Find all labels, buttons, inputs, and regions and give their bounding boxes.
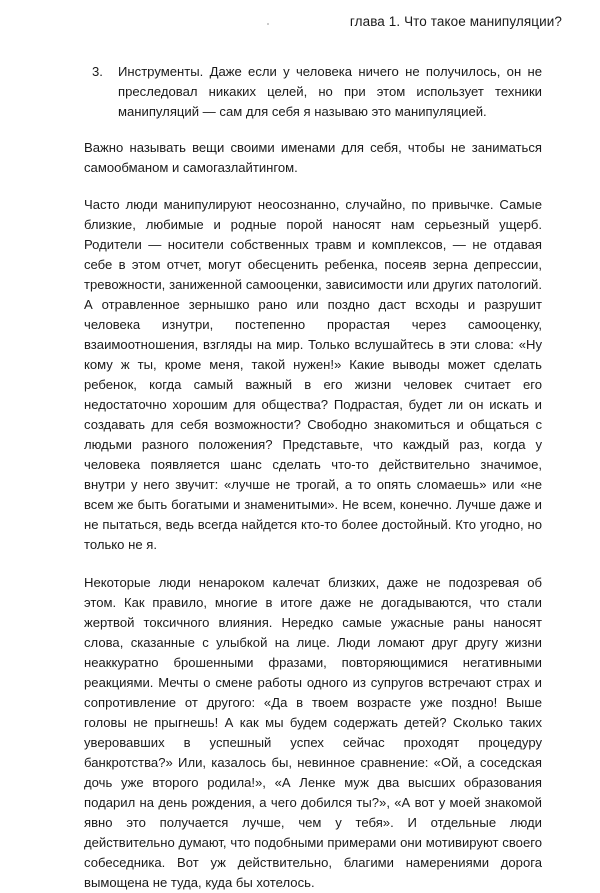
list-item-number: 3. — [92, 64, 103, 79]
page-body — [84, 62, 542, 893]
paragraph-2: Часто люди манипулируют неосознанно, случайно, по привычке. Самые близкие, любимые и родные порой наносят нам серьезный ущерб. Родители — носители собственных травм и комплексов, — не отдавая себе в этом отчет, могут обесценить ребенка, посеяв зерна депрессии, тревожности, заниженной самооценки, зависимости или других патологий. А отравленное зернышко рано или поздно даст всходы и разрушит человека изнутри, постепенно прорастая через самооценку, взаимоотношения, взгляды на мир. Только вслушайтесь в эти слова: «Ну кому ж ты, кроме меня, такой нужен!» Какие выводы может сделать ребенок, когда самый важный в его жизни человек считает его недостаточно хорошим для общества? Подрастая, будет ли он искать и создавать для себя возможности? Свободно знакомиться и общаться с людьми разного положения? Представьте, что каждый раз, когда у человека появляется шанс сделать что-то действительно значимое, внутри у него звучит: «лучше не трогай, а то опять сломаешь» или «не всем же быть богатыми и знаменитыми». Не всем, конечно. Лучше даже и не пытаться, ведь всегда найдется кто-то более достойный. Кто угодно, но только не я. — [84, 197, 542, 552]
paragraph-1: Важно называть вещи своими именами для себя, чтобы не заниматься самообманом и самогазлайтингом. — [84, 140, 542, 175]
list-item-text: Инструменты. Даже если у человека ничего не получилось, он не преследовал никаких целей, но при этом использует техники манипуляций — сам для себя я называю это манипуляцией. — [118, 64, 542, 119]
paragraph-3: Некоторые люди ненароком калечат близких, даже не подозревая об этом. Как правило, многие в итоге даже не догадываются, что стали жертвой токсичного влияния. Нередко самые ужасные раны наносят слова, сказанные с улыбкой на лице. Люди ломают друг другу жизни неаккуратно брошенными фразами, повторяющимися негативными реакциями. Мечты о смене работы одного из супругов встречают страх и сопротивление от другого: «Да в твоем возрасте уже поздно! Выше головы не прыгнешь! А как мы будем содержать детей? Сколько таких уверовавших в успешный успех сейчас проходят процедуру банкротства?» Или, казалось бы, невинное сравнение: «Ой, а соседская дочь уже второго родила!», «А Ленке муж два высших образования подарил на день рождения, а чего добился ты?», «А вот у моей знакомой явно это получается лучше, чем у тебя». И отдельные люди действительно думают, что подобными примерами они мотивируют своего собеседника. Вот уж действительно, благими намерениями дорога вымощена не туда, куда бы хотелось. — [84, 575, 542, 890]
running-header: глава 1. Что такое манипуляции? — [349, 14, 562, 29]
list-item — [84, 62, 542, 122]
print-speck — [267, 23, 269, 25]
